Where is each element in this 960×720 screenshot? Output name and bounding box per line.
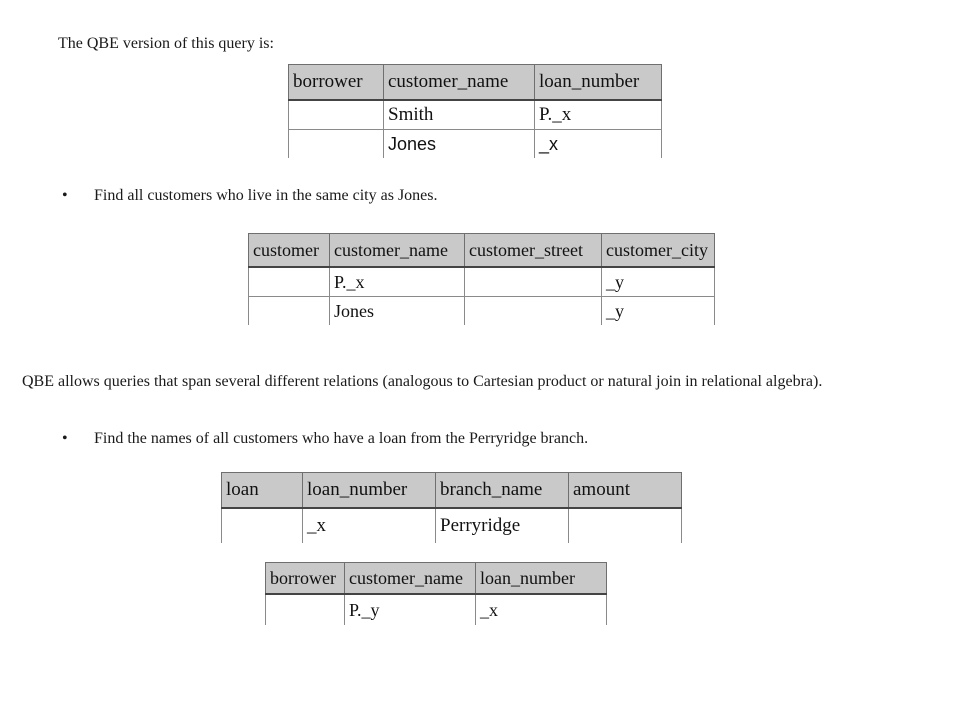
table-header-cell: customer_street: [465, 234, 602, 268]
table-header-cell: customer_name: [384, 65, 535, 101]
table-header-cell: loan_number: [303, 473, 436, 509]
table-cell: [266, 594, 345, 625]
table-cell: _x: [303, 508, 436, 543]
table-header-cell: borrower: [266, 563, 345, 595]
table-row: [289, 130, 662, 159]
bullet-text-find-customers-city: Find all customers who live in the same city as Jones.: [94, 187, 438, 204]
table-row: [249, 297, 715, 326]
table-cell: _y: [602, 297, 715, 326]
qbe-table-customer: [248, 233, 715, 325]
table-header-cell: amount: [569, 473, 682, 509]
table-header-cell: customer_name: [330, 234, 465, 268]
table-header-row: [266, 563, 607, 595]
table-cell: Smith: [384, 100, 535, 130]
bullet-symbol: •: [62, 187, 68, 204]
paragraph-qbe-relations: QBE allows queries that span several different relations (analogous to Cartesian product or natural join in relational algebra).: [22, 373, 823, 390]
table-cell: Perryridge: [436, 508, 569, 543]
table-row: [249, 267, 715, 297]
qbe-table-borrower: [288, 64, 662, 158]
table-cell: Jones: [384, 130, 535, 159]
qbe-table-borrower-join: [265, 562, 607, 625]
table-cell: _x: [535, 130, 662, 159]
table-header-row: [222, 473, 682, 509]
table-header-row: [289, 65, 662, 101]
table-cell: [465, 267, 602, 297]
intro-text: The QBE version of this query is:: [58, 35, 274, 52]
table-cell: _x: [476, 594, 607, 625]
table-header-cell: customer_city: [602, 234, 715, 268]
table-header-cell: loan_number: [535, 65, 662, 101]
table-row: [266, 594, 607, 625]
table-cell: P._x: [535, 100, 662, 130]
table-cell: [289, 100, 384, 130]
table-cell: [289, 130, 384, 159]
qbe-table-loan: [221, 472, 682, 543]
table-header-cell: loan_number: [476, 563, 607, 595]
table-header-row: [249, 234, 715, 268]
table-cell: [249, 267, 330, 297]
table-cell: [569, 508, 682, 543]
table-cell: P._y: [345, 594, 476, 625]
table-header-cell: customer_name: [345, 563, 476, 595]
table-row: [289, 100, 662, 130]
table-cell: P._x: [330, 267, 465, 297]
table-cell: Jones: [330, 297, 465, 326]
table-header-cell: loan: [222, 473, 303, 509]
bullet-text-find-perryridge-customers: Find the names of all customers who have a loan from the Perryridge branch.: [94, 430, 589, 447]
table-cell: [249, 297, 330, 326]
table-cell: [465, 297, 602, 326]
table-cell: _y: [602, 267, 715, 297]
table-header-cell: borrower: [289, 65, 384, 101]
table-cell: [222, 508, 303, 543]
table-row: [222, 508, 682, 543]
table-header-cell: branch_name: [436, 473, 569, 509]
bullet-symbol: •: [62, 430, 68, 447]
table-header-cell: customer: [249, 234, 330, 268]
